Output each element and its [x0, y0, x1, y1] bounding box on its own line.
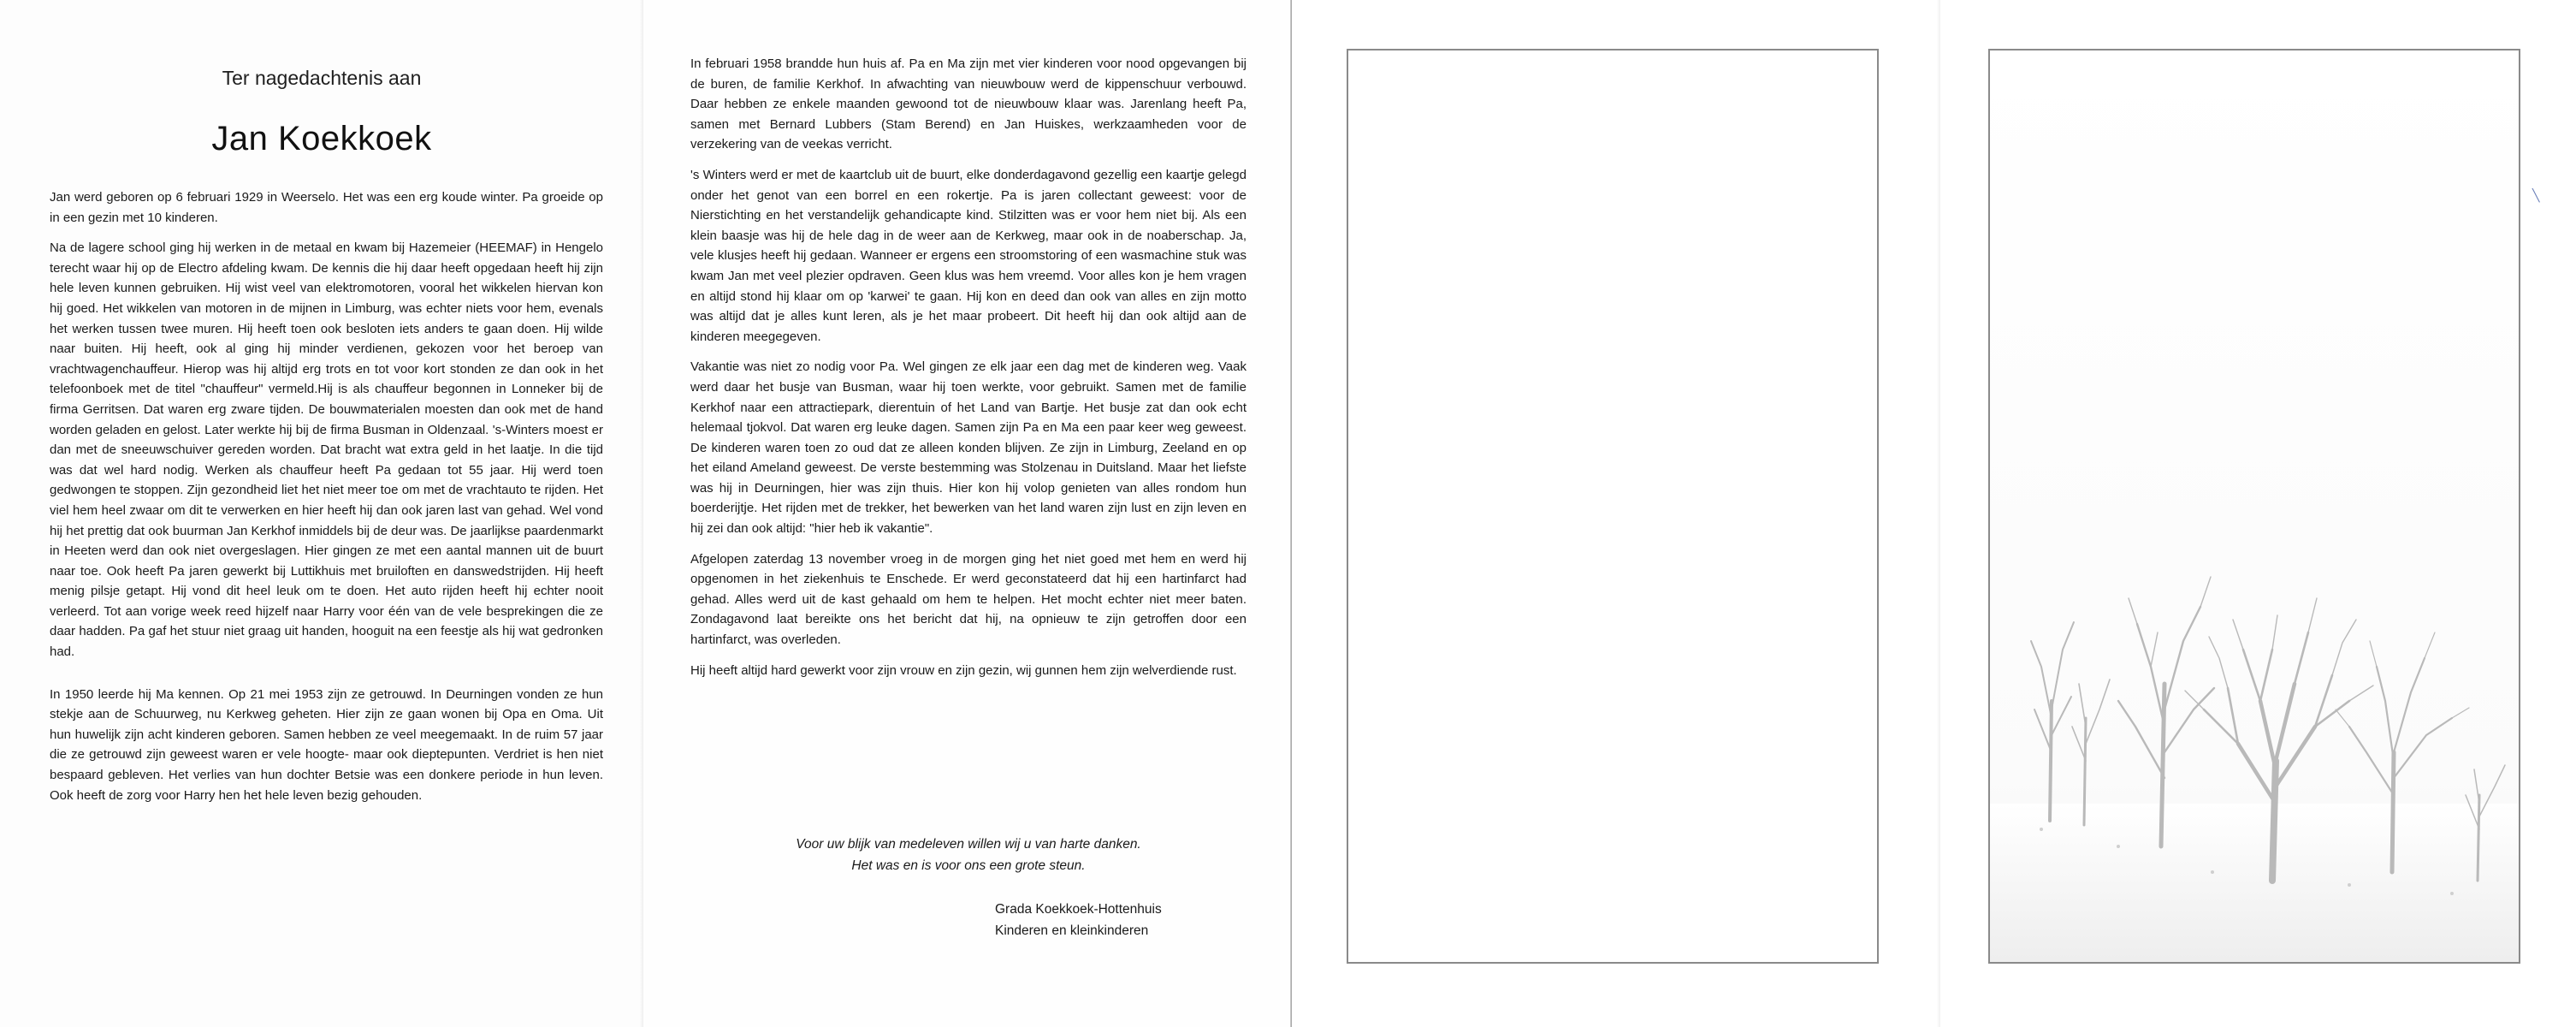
middle-text-panel: [643, 0, 1292, 1027]
deceased-name: Jan Koekkoek: [211, 120, 432, 157]
winter-trees-illustration: [1990, 50, 2519, 962]
paragraph: Vakantie was niet zo nodig voor Pa. Wel gingen ze elk jaar een dag met de kinderen weg. Vaak werd daar het busje van Busman, waar hij toen werkte, voor gebruikt. Samen met de familie Kerkhof naar een attractiepark, dierentuin of het Land van Bartje. Het busje zat dan ook echt helemaal tjokvol. Dat waren erg leuke dagen. Samen zijn Pa en Ma een paar keer weg geweest. De kinderen waren toen zo oud dat ze alleen konden blijven. Ze zijn in Limburg, Zeeland en op het eiland Ameland geweest. De verste bestemming was Stolzenau in Duitsland. Maar het liefste was hij in Deurningen, hier was zijn thuis. Hier kon hij volop genieten van alles rondom hun boerderijtje. Het rijden met de trekker, het bewerken van het land waren zijn lust en zijn leven en hij zei dan ook altijd: "hier heb ik vakantie".: [690, 359, 1247, 537]
thank-you-line: Het was en is voor ons een grote steun.: [851, 858, 1086, 873]
blank-frame-panel: [1292, 0, 1940, 1027]
paragraph: Jan werd geboren op 6 februari 1929 in Weerselo. Het was een erg koude winter. Pa groeide op in een gezin met 10 kinderen.: [50, 190, 603, 225]
tree-picture-frame: [1988, 49, 2520, 964]
biography-text: [50, 187, 603, 816]
signature-name: Grada Koekkoek-Hottenhuis: [995, 902, 1162, 917]
paragraph: In 1950 leerde hij Ma kennen. Op 21 mei 1953 zijn ze getrouwd. In Deurningen vonden ze hun stekje aan de Schuurweg, nu Kerkweg geheten. Hier zijn ze gaan wonen bij Opa en Oma. Uit hun huwelijk zijn acht kinderen geboren. Samen hebben ze veel meegemaakt. In de ruim 57 jaar die ze getrouwd zijn geweest waren er vele hoogte- maar ook dieptepunten. Verdriet is hen niet bespaard gebleven. Het verlies van hun dochter Betsie was een donkere periode in hun leven. Ook heeft de zorg voor Harry hen het hele leven bezig gehouden.: [50, 686, 603, 803]
memorial-heading: Ter nagedachtenis aan: [222, 67, 422, 89]
thank-you-line: Voor uw blijk van medeleven willen wij u van harte danken.: [796, 837, 1141, 852]
paragraph: 's Winters werd er met de kaartclub uit de buurt, elke donderdagavond gezellig een kaartje gelegd onder het genot van een borrel en een rokertje. Pa is jaren collectant geweest: voor de Nierstichting en het verstandelijk gehandicapte kind. Stilzitten was er voor hem niet bij. Als een klein baasje was hij de hele dag in de weer aan de Kerkweg, maar ook in de noaberschap. Ja, vele klusjes heeft hij gedaan. Wanneer er ergens een stroomstoring of een wasmachine stuk was kwam Jan met veel plezier opdraven. Geen klus was hem vreemd. Voor alles kon je hem vragen en altijd stond hij klaar om op 'karwei' te gaan. Hij kon en deed dan ook van alles en zijn motto was altijd dat je alles kunt leren, als je het maar probeert. Dit heeft hij dan ook altijd aan de kinderen meegegeven.: [690, 167, 1247, 344]
biography-text-continued: [690, 54, 1247, 691]
paragraph: In februari 1958 brandde hun huis af. Pa en Ma zijn met vier kinderen voor nood opgevangen bij de buren, de familie Kerkhof. In afwachting van nieuwbouw werd de kippenschuur verbouwd. Daar hebben ze enkele maanden gewoond tot de nieuwbouw klaar was. Jarenlang heeft Pa, samen met Bernard Lubbers (Stam Berend) en Jan Huiskes, werkzaamheden voor de verzekering van de veekas verricht.: [690, 56, 1247, 152]
paragraph: Na de lagere school ging hij werken in de metaal en kwam bij Hazemeier (HEEMAF) in Hengelo terecht waar hij op de Electro afdeling kwam. De kennis die hij daar heeft opgedaan heeft hij zijn hele leven kunnen gebruiken. Hij wist veel van elektromotoren, vooral het wikkelen hiervan kon hij goed. Het wikkelen van motoren in de mijnen in Limburg, was echter niets voor hem, evenals het werken tussen twee muren. Hij heeft toen ook besloten iets anders te gaan doen. Hij wilde naar buiten. Hij heeft, ook al ging hij minder verdienen, gekozen voor het beroep van vrachtwagenchauffeur. Hierop was hij altijd erg trots en tot voor kort stonden ze dan ook in het telefoonboek met de titel "chauffeur" vermeld.Hij is als chauffeur begonnen in Lonneker bij de firma Gerritsen. Dat waren erg zware tijden. De bouwmaterialen moesten dan ook met de hand worden geladen en gelost. Later werkte hij bij de firma Busman in Oldenzaal. 's-Winters moest er dan met de sneeuwschuiver gereden worden. Dat bracht wat extra geld in het laatje. In die tijd was dat wel hard nodig. Werken als chauffeur heeft Pa gedaan tot 55 jaar. Hij werd toen gedwongen te stoppen. Zijn gezondheid liet het niet meer toe om met de vrachtauto te rijden. Het viel hem heel zwaar om dit te verwerken en hier heeft hij dan ook jaren last van gehad. Wel vond hij het prettig dat ook buurman Jan Kerkhof inmiddels bij de deur was. De jaarlijkse paardenmarkt in Heeten werd dan ook niet overgeslagen. Hier gingen ze met een aantal mannen uit de buurt naar toe. Ook heeft Pa jaren gewerkt bij Luttikhuis met bruiloften en danswedstrijden. Hij heeft menig pilsje getapt. Hij vond dit heel leuk om te doen. Het auto rijden heeft hij echter nooit verleerd. Tot aan vorige week reed hijzelf naar Harry voor één van de vele besprekingen die ze daar hadden. Pa gaf het stuur niet graag uit handen, hooguit na een feestje als hij wat gedronken had.: [50, 240, 603, 660]
scan-speck-icon: ╲: [2532, 188, 2540, 202]
left-text-panel: [0, 0, 643, 1027]
paragraph: Hij heeft altijd hard gewerkt voor zijn vrouw en zijn gezin, wij gunnen hem zijn welverdiende rust.: [690, 662, 1237, 678]
signature-family: Kinderen en kleinkinderen: [995, 923, 1149, 938]
signature: [995, 899, 1252, 941]
paragraph: Afgelopen zaterdag 13 november vroeg in de morgen ging het niet goed met hem en werd hij opgenomen in het ziekenhuis te Enschede. Er werd geconstateerd dat hij een hartinfarct had gehad. Alles werd uit de kast gehaald om hem te helpen. Het mocht echter niet meer baten. Zondagavond laat bereikte ons het bericht dat hij, na opnieuw te zijn getroffen door een hartinfarct, was overleden.: [690, 551, 1247, 648]
empty-frame: [1347, 49, 1879, 964]
thank-you-note: [690, 834, 1247, 876]
winter-trees-panel: [1940, 0, 2576, 1027]
